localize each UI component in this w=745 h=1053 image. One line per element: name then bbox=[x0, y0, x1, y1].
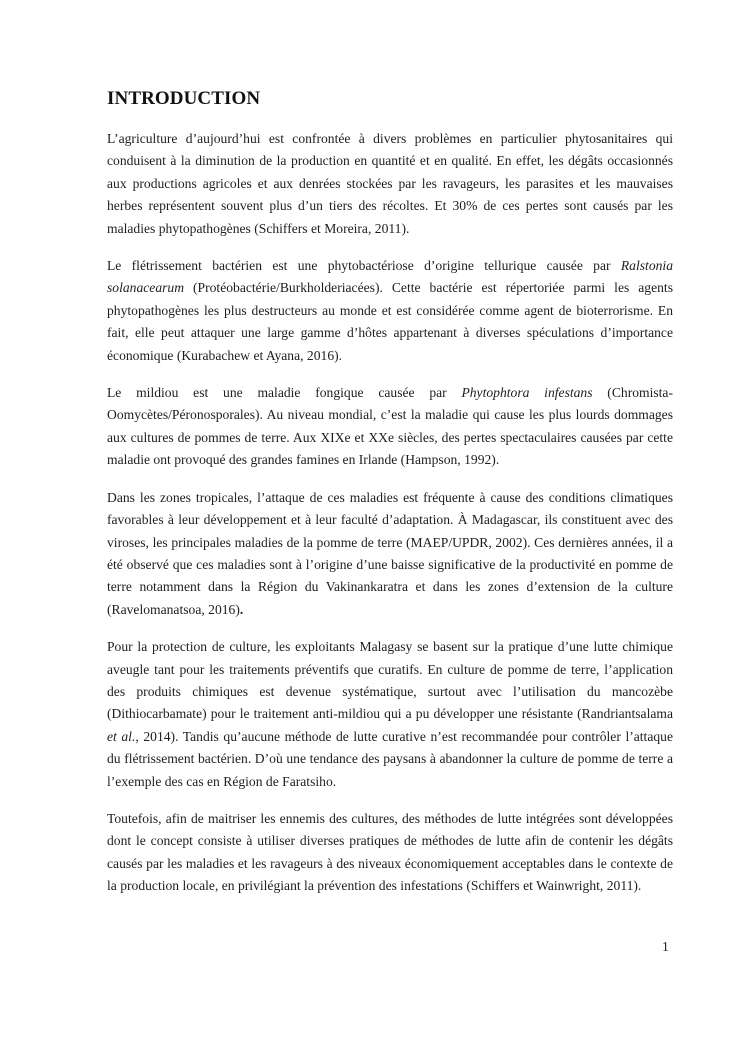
paragraph-1 bbox=[107, 128, 673, 240]
paragraph-4 bbox=[107, 487, 673, 621]
paragraph-2 bbox=[107, 255, 673, 367]
bold-text: . bbox=[239, 601, 244, 617]
paragraph-text: (Protéobactérie/Burkholderiacées). Cette bactérie est répertoriée parmi les agents phytopathogènes les plus destructeurs au monde et est considérée comme agent de bioterrorisme. En fait, elle peut attaquer une large gamme d’hôtes appartenant à diverses spéculations d’importance économique (Kurabachew et Ayana, 2016). bbox=[107, 280, 673, 363]
paragraph-text: Le mildiou est une maladie fongique causée par bbox=[107, 385, 462, 401]
italic-text: et al. bbox=[107, 728, 136, 744]
paragraph-text: L’agriculture d’aujourd’hui est confrontée à divers problèmes en particulier phytosanitaires qui conduisent à la diminution de la production en quantité et en qualité. En effet, les dégâts occasionnés aux productions agricoles et aux denrées stockées par les ravageurs, les parasites et les mauvaises herbes représentent souvent plus d’un tiers des récoltes. Et 30% de ces pertes sont causés par les maladies phytopathogènes (Schiffers et Moreira, 2011). bbox=[107, 131, 673, 236]
page-number: 1 bbox=[662, 939, 669, 954]
paragraph-text: Pour la protection de culture, les exploitants Malagasy se basent sur la pratique d’une lutte chimique aveugle tant pour les traitements préventifs que curatifs. En culture de pomme de terre, l’application des produits chimiques est devenue systématique, surtout avec l’utilisation du mancozèbe (Dithiocarbamate) pour le traitement anti-mildiou qui a pu développer une résistante (Randriantsalama bbox=[107, 639, 673, 722]
paragraph-text: , 2014). Tandis qu’aucune méthode de lutte curative n’est recommandée pour contrôler l’attaque du flétrissement bactérien. D’où une tendance des paysans à abandonner la culture de pomme de terre a l’exemple des cas en Région de Faratsiho. bbox=[107, 728, 673, 789]
paragraph-text: Toutefois, afin de maitriser les ennemis des cultures, des méthodes de lutte intégrées sont développées dont le concept consiste à utiliser diverses pratiques de méthodes de lutte afin de contenir les dégâts causés par les maladies et les ravageurs à des niveaux économiquement acceptables dans le contexte de la production locale, en privilégiant la prévention des infestations (Schiffers et Wainwright, 2011). bbox=[107, 810, 673, 894]
paragraph-3 bbox=[107, 382, 673, 472]
italic-text: Ralstonia solanacearum bbox=[107, 258, 673, 296]
body-text bbox=[107, 128, 673, 913]
italic-text: Phytophtora infestans bbox=[461, 385, 593, 401]
paragraph-text: Le flétrissement bactérien est une phytobactériose d’origine tellurique causée par bbox=[107, 258, 621, 274]
paragraph-5 bbox=[107, 636, 673, 793]
paragraph-text: (Chromista-Oomycètes/Péronosporales). Au niveau mondial, c’est la maladie qui cause les plus lourds dommages aux cultures de pommes de terre. Aux XIXe et XXe siècles, des pertes spectaculaires causées par cette maladie ont provoqué des grandes famines en Irlande (Hampson, 1992). bbox=[107, 385, 673, 468]
section-heading: INTRODUCTION bbox=[107, 88, 261, 109]
paragraph-6 bbox=[107, 808, 673, 898]
paragraph-text: Dans les zones tropicales, l’attaque de ces maladies est fréquente à cause des conditions climatiques favorables à leur développement et à leur faculté d’adaptation. À Madagascar, ils constituent avec des viroses, les principales maladies de la pomme de terre (MAEP/UPDR, 2002). Ces dernières années, il a été observé que ces maladies sont à l’origine d’une baisse significative de la productivité en pomme de terre notamment dans la Région du Vakinankaratra et dans les zones d’extension de la culture (Ravelomanatsoa, 2016) bbox=[107, 489, 673, 617]
